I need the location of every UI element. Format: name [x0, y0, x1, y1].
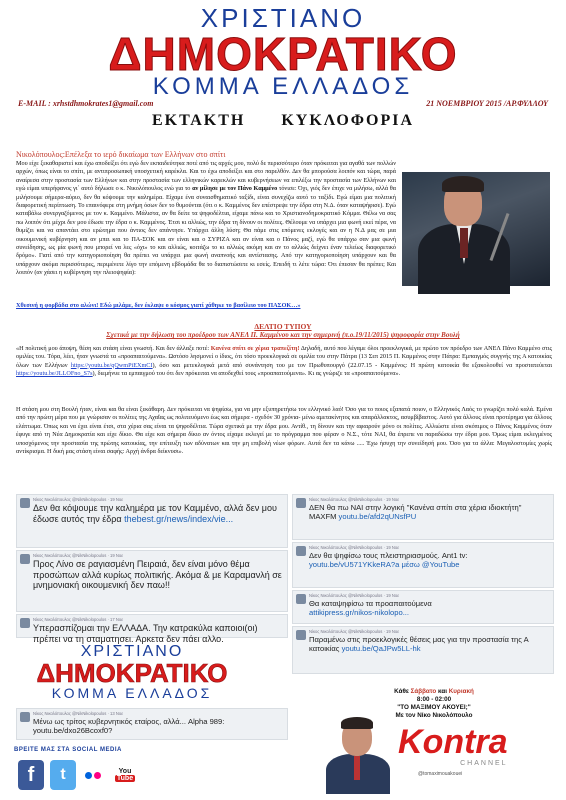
press-paragraph-2: Η στάση μου στη Βουλή ήταν, είναι και θα είναι ξεκάθαρη. Δεν πρόκειται να ψηφίσω, για να μην εξυπηρετήσω τον ελληνικό λαό! Όσο για το ποιος εξαπατά ποιον, ο Ελληνικός Λαός το γνωρίζει πολύ καλά. Εμένα από την πρώτη μέρα που με γνώρισαν οι πολίτες της Αχαΐας ως πολιτευόμενο έως και σήμερα - σχεδόν 30 χρόνια- μένω αμετακίνητος και απαράλλακτος, ασυμβίβαστος. Αυτό για άλλους είναι προτέρημα για άλλους ελάττωμα. Όπως και να έχει είναι έτσι, στα χέρια σας είναι τα ψηφοδέλτια. Τώρα σχετικά με την έδρα μου. Αντίθ., τη δίνουν και την αφαιρούν μόνο οι πολίτες. Αλλιώστε είναι σκόπιμος ο Πάνος Καμμένος όταν έφυγε από τη Νέα Δημοκρατία και είχε δίκιο. Θα είχε και σήμερα δίκιο αν όντος είχαμε εκλεγεί με το πρόγραμμα που φέραν ο Ν.Σ., τότε ΝΑΙ, θα έπρεπε να παραδώσω την έδρα μου. Όμως είμαι εκλεγμένος υποσχόμενος την προστασία της πρώτης κατοικίας, την επίτευξη των αδύνατων και την μη επιβολή νέων φόρων. Αυτά δεν τα κάνω ..... Έχω ήσυχη την συνείδησή μου. Όσο για τα άλλα: Μεγαλοστομίες χωρίς αντίκρισμα. Η δική μας στάση είναι σαφής: Αρχή άνδρα δείκνυσι».: [16, 406, 552, 456]
tweet-meta: Νίκος Νικολόπουλος @NikNikolopoulos · 19 Νοε: [33, 553, 124, 558]
avatar: [296, 630, 306, 640]
tweet-card[interactable]: [292, 542, 554, 588]
facebook-icon[interactable]: f: [18, 760, 44, 790]
tweet-card[interactable]: [292, 626, 554, 674]
tweet-text: Θα καταψηφίσω τα προαπαιτούμενα attikipress.gr/nikos-nikolopo...: [309, 599, 432, 617]
party-logo-small: [18, 644, 246, 716]
page-title: [0, 112, 566, 130]
show-title: "ΤΟ ΜΑΞΙΜΟΥ ΑΚΟΥΕΙ;": [397, 704, 471, 711]
email-address[interactable]: E-MAIL : xrhstdhmokrates1@gmail.com: [18, 99, 154, 108]
logo-line2: ΔΗΜΟΚΡΑΤΙΚΟ: [36, 658, 228, 688]
tweet-meta: Νίκος Νικολόπουλος @NikNikolopoulos · 17 Νοε: [33, 617, 124, 622]
tweet-text: Δεν θα ψηφίσω τους πλειστηριασμούς. Ant1 tv: youtu.be/vU571YKkeRA?a μέσω @YouTube: [309, 551, 468, 569]
tweet-text: Προς Λίνο σε ραγιασμένη Πειραιά, δεν είναι μόνο θέμα προσώπων αλλά κυρίως πολιτικής. Ακόμα & με Καραμανλή σε μνημονιακή οικουμενική δεν παω!!: [33, 559, 282, 590]
press-paragraph-1: [16, 345, 552, 379]
show-time: 8:00 - 02:00: [416, 696, 452, 703]
article-text-2: τόνισε: Όχι, γιός δεν έπιχε να μιλήσω, αλλά θα μιλήσουμε σήμερα-αύριο, δεν θα κόψουμε την καλημέρα. Είχαμε ένα συναισθηματικό ταξίδι, είναι συνεχίζω αυτό το ταξίδι. Εγώ είμαι μια πολιτική διαφορετική περίπτωση. Το επαινόφερε στη μνήμη όσων δεν το θυμούνται (ότι ο κ. Καμμένος δεν επέστρεψε την έδρα στη Ν.Δ. όταν καταψήφισε). Εγώ καταβάλω συνεργαζόμενος με τον κ. Καμμένο. Μάλιστα, αν θα δείτε τα ψηφοδέλτια, είχαμε πάνω και το Χριστιανοδημοκρατικό Κόμμα. Θέλω να σας πω λοιπόν ότι μέχρι δεν μου έδωσε την έδρα ο κ. Καμμένος. Έτσι κι αλλιώς, την έδρα τη δίνουν οι πολίτες. Θέλουμε να υπάρχει μια φωνή εκεί πέρα, να θυμίζει και να απαντάει στο ερώτημα που άντιος δεν απάντησε. Υπάρχει άλλη λύση; Θα πάμε στις επόμενες εκλογές και αν η Ν.Δ μας σε μια οικουμενική κυβέρνηση και αν μπει και το ΠΑ-ΣΟΚ και αν είναι και ο ΣΥΡΙΖΑ και αν είναι και ο Πάνος μαζί, εγώ θα υπάρχω σαν μια φωνή συνείδησης, ως μία φωνή που μπορεί να λες «όχι» το και αλλιώς, κοιτάζω το κι αλλιώς ακόμη και αν το αλλιώς δείχνει έναν τελείως διαφορετικό δρόμο». Γιατί από την κατηγοριοποίηση θα πρέπει να υπάρχει μια φωνή αναπνοής και αντίστασης. Από την κατηγοριοποίηση υπάρχουν και θα υπάρχουν ακόμα περισσότερες, περιμένετε λίγο την επόμενη εβδομάδα θα το διαπιστώσετε κι εσείς. Επειδή τι λέτε τώρα: Ότι έπεσαν θα πρέπει; Και λοιπόν (αν χάσει η κυβέρνηση την πλειοψηφία):: [16, 185, 397, 277]
tweet-meta: Νίκος Νικολόπουλος @NikNikolopoulos · 19 Νοε: [309, 497, 400, 502]
tweet-link[interactable]: attikipress.gr/nikos-nikolopo...: [309, 608, 410, 617]
kontra-logo: Kontra CHANNEL: [398, 723, 508, 767]
avatar: [20, 498, 30, 508]
press-text: ), όσο και μετεκλογικά μετά από συνάντηση του με τον Πρωθυπουργό (22.07.15 - Καμμένος: Η πρώτη κατοικία θα εξακολουθεί να προστατεύεται: [152, 361, 553, 369]
tweet-meta: Νίκος Νικολόπουλος @NikNikolopoulos · 19 Νοε: [309, 593, 400, 598]
youtube-icon[interactable]: You Tube: [110, 760, 140, 790]
tweet-meta: Νίκος Νικολόπουλος @NikNikolopoulos · 13 Νοε: [33, 711, 124, 716]
article-headline: Νικολόπουλος:Επέλεξα το ιερό δικαίωμα των Ελλήνων στο σπίτι: [16, 150, 226, 159]
tweet-text: Υπερασπίζομαι την ΕΛΛΑΔΑ. Την κατρακύλα καποιοι(οι) πρέπει να τη σταματησει. Αρκετα δεν πάει αλλο.: [33, 623, 258, 644]
logo-line2: ΔΗΜΟΚΡΑΤΙΚΟ: [108, 28, 458, 80]
tweet-card[interactable]: [292, 590, 554, 624]
avatar: [296, 594, 306, 604]
tweet-link[interactable]: youtu.be/QaJPw5LL-hk: [341, 644, 421, 653]
avatar: [296, 546, 306, 556]
tweet-text: Μένω ως τρίτος κυβερνητικός εταίρος, αλλά... Alpha 989: youtu.be/dxo26Bcoxf0?: [33, 717, 225, 735]
show-info: Κάθε Σάββατο και Κυριακή 8:00 - 02:00 "ΤΟ ΜΑΞΙΜΟΥ ΑΚΟΥΕΙ;" Με τον Νίκο Νικολόπουλο: [312, 688, 556, 720]
tweet-meta: Νίκος Νικολόπουλος @NikNikolopoulos · 19 Νοε: [309, 545, 400, 550]
youtube-link-1[interactable]: https://youtu.be/qQwmPiEXmCI: [70, 361, 153, 369]
press-release-title: ΔΕΛΤΙΟ ΤΥΠΟΥ: [254, 322, 312, 331]
tweet-card[interactable]: [292, 494, 554, 540]
press-text: Δηλαδή, αυτό που λέγαμε όλοι προεκλογικά, με πρώτο τον πρόεδρο των ΑΝΕΛ Πάνο Καμμένο στις ομιλίες του. Τόρα, λέει, ήταν γνωστά τα «προαπαιτούμενα». Ωστόσο λησμονεί ο ίδιος, ότι τόσο προεκλογικά σε ομιλία του στην Πάτρα (13 Σεπ 2015 Π. Καμμένος στην Πάτρα: Εμπαιγμός συγγνής της Α κατοικίας όλων των Ελλήνων: [16, 345, 552, 369]
issue-date: 21 ΝΟΕΜΒΡΙΟΥ 2015 /ΑΡ.ΦΥΛΛΟΥ: [426, 99, 548, 108]
tweet-card[interactable]: [16, 494, 288, 548]
logo-line3: ΚΟΜΜΑ ΕΛΛΑΔΟΣ: [51, 685, 213, 701]
logo-line1: ΧΡΙΣΤΙΑΝΟ: [80, 643, 184, 660]
logo-line1: ΧΡΙΣΤΙΑΝΟ: [200, 3, 366, 33]
article-bold: αν μίλησε με τον Πάνο Καμμένο: [192, 185, 278, 193]
twitter-handle[interactable]: @tomaximouakouei: [418, 771, 463, 777]
article-body: [16, 160, 396, 278]
speaker-photo: [402, 172, 550, 286]
logo-line3: ΚΟΜΜΑ ΕΛΛΑΔΟΣ: [152, 73, 414, 100]
youtube-link-2[interactable]: https://youtu.be/JLLOFno_S7s: [16, 370, 93, 378]
title-word2: ΚΥΚΛΟΦΟΡΙΑ: [281, 112, 415, 129]
tweet-card[interactable]: [16, 614, 288, 644]
tweet-link[interactable]: youtu.be/afd2qUNsfPU: [338, 512, 417, 521]
tweet-link[interactable]: youtu.be/vU571YKkeRA?a μέσω @YouTube: [309, 560, 460, 569]
twitter-icon[interactable]: t: [50, 760, 76, 790]
press-release-subtitle: Σχετικά με την δήλωση του προέδρου των ΑΝΕΛ Π. Καμμένου και την σημερινή (π.ο.19/11/2015) ψηφοφορία στην Βουλή: [106, 331, 460, 339]
tweet-meta: Νίκος Νικολόπουλος @NikNikolopoulos · 19 Νοε: [309, 629, 400, 634]
press-bold: Κανένα σπίτι σε χέρια τραπεζίτη!: [210, 345, 300, 352]
avatar: [20, 712, 30, 722]
tweet-text: Δεν θα κόψουμε την καλημέρα με τον Καμμένο, αλλά δεν μου έδωσε αυτός την έδρα thebest.gr/news/index/vie...: [33, 503, 277, 524]
tweet-text: ΔΕΝ θα πω ΝΑΙ στην λογική "Κανένα σπίτι στα χέρια ιδιοκτήτη" MAXFM youtu.be/afd2qUNsfPU: [309, 503, 522, 521]
show-host: Με τον Νίκο Νικολόπουλο: [395, 712, 473, 719]
title-word1: ΕΚΤΑΚΤΗ: [151, 112, 246, 129]
tweet-card[interactable]: [16, 550, 288, 612]
avatar: [20, 618, 30, 628]
press-text: «Η πολιτική μου άποψη, θέση και στάση είναι γνωστή. Και δεν άλλαξε ποτέ:: [16, 345, 211, 352]
tweet-text: Παραμένω στις προεκλογικές θέσεις μας για την προστασία της Α κατοικίας youtu.be/QaJPw5LL-hk: [309, 635, 529, 653]
article-tail: [16, 302, 552, 310]
avatar: [296, 498, 306, 508]
kontra-channel-label: CHANNEL: [460, 760, 508, 767]
article-highlight-link[interactable]: Χθεσινή η φορβάδα στο αλώνι! Εδώ μιλάμε, δεν έκλαψε ο κόσμος γιατί χάθηκε το βασίλειο του ΠΑΣΟΚ…»: [16, 302, 301, 309]
tweet-card[interactable]: [16, 708, 288, 740]
flickr-icon[interactable]: [82, 760, 104, 790]
press-text: ), διεμήνυε τα εμπαιγμού του ότι δεν πρόκειται να αποδεχθεί τους «προαπαιτούμενα». Κι ας γνώριζε τα «προαπαιτούμενα».: [92, 370, 401, 378]
article-text-1: Μου είχε ξεκαθαριστεί και έχω αποδείξει ότι εγώ δεν εκπαιδεύτηκα ποτέ από τις αρχές μου, πολύ δε περισσότερο όταν πρόκειται για αγαθά των πολλών αρχών, όπως είναι το σπίτι, με αντιπροσωπική υποσχετική καρέκλα. Και το έχω αποδείξει και στο παρελθόν. Δεν θα μπορούσα λοιπόν και τώρα, παρά αναίρεσα στην προστασία των Ελλήνων και στην προστασία των ελληνικών καρεκλών και κυβερνήσεων να επιλέξω την προστασία των Ελλήνων και εγώ είμαι υπερήφανος γι΄ αυτό δήλωσε ο κ. Νικολόπουλος ενώ για το: [16, 160, 396, 193]
tweet-link[interactable]: thebest.gr/news/index/vie...: [124, 513, 234, 524]
tweet-meta: Νίκος Νικολόπουλος @NikNikolopoulos · 19 Νοε: [33, 497, 124, 502]
host-photo: [320, 714, 396, 784]
party-logo: [18, 3, 548, 100]
social-title: ΒΡΕΙΤΕ ΜΑΣ ΣΤΑ SOCIAL MEDIA: [14, 747, 122, 753]
header-bar: [18, 99, 548, 108]
avatar: [20, 554, 30, 564]
